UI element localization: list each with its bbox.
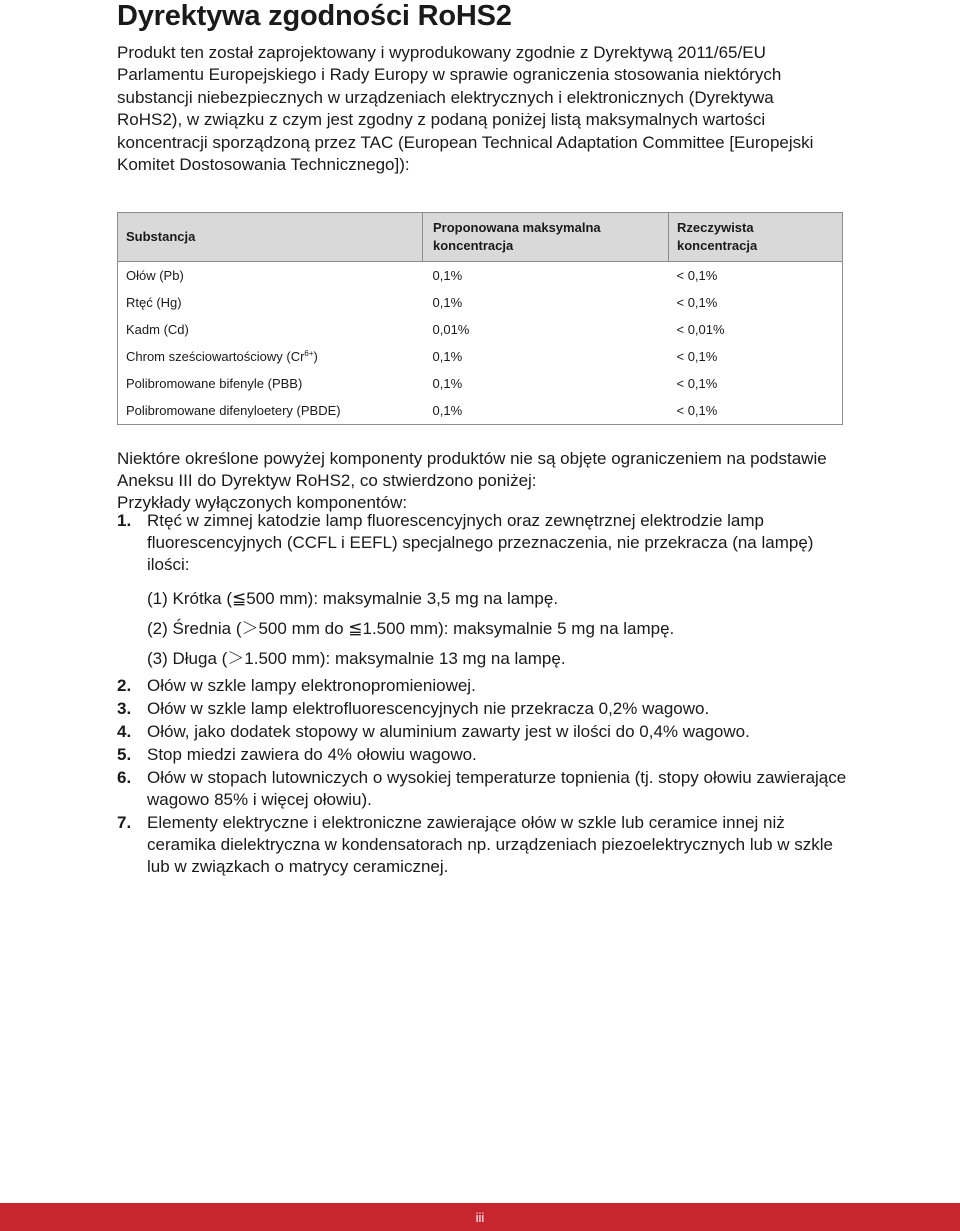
cell-actual: < 0,1% — [669, 262, 843, 290]
item-number: 4. — [117, 722, 132, 741]
item-sublist — [147, 584, 857, 674]
cell-proposed: 0,1% — [432, 376, 463, 391]
substance-text: Chrom sześciowartościowy (Cr — [126, 349, 305, 364]
rohs-table — [117, 212, 843, 425]
cell-proposed: 0,1% — [432, 268, 463, 283]
cell-proposed: 0,1% — [432, 349, 463, 364]
cell-actual: < 0,1% — [669, 343, 843, 370]
cell-proposed: 0,01% — [432, 322, 470, 337]
notes-examples-heading: Przykłady wyłączonych komponentów: — [117, 493, 408, 512]
cell-substance: Rtęć (Hg) — [118, 289, 423, 316]
header-actual: Rzeczywista koncentracja — [669, 213, 843, 262]
table-row — [118, 343, 843, 370]
item-number: 6. — [117, 768, 132, 787]
header-proposed: Proponowana maksymalna koncentracja — [423, 213, 669, 262]
item-number: 3. — [117, 699, 132, 718]
table-row — [118, 289, 843, 316]
item-text: Elementy elektryczne i elektroniczne zawierające ołów w szkle lub ceramice innej niż ceramika dielektryczna w kondensatorach np. urządzeniach piezoelektrycznych lub w szkle lub w związkach o matrycy ceramicznej. — [147, 813, 834, 876]
cell-proposed: 0,1% — [432, 295, 463, 310]
table-row — [118, 397, 843, 425]
cell-actual: < 0,1% — [669, 289, 843, 316]
cell-substance: Polibromowane bifenyle (PBB) — [118, 370, 423, 397]
cell-substance: Ołów (Pb) — [118, 262, 423, 290]
item-number: 5. — [117, 745, 132, 764]
cell-substance — [118, 343, 423, 370]
notes-section — [117, 448, 857, 514]
cell-substance: Polibromowane difenyloetery (PBDE) — [118, 397, 423, 425]
substance-superscript: 6+ — [304, 349, 314, 358]
item-text: Stop miedzi zawiera do 4% ołowiu wagowo. — [147, 745, 477, 764]
cell-actual: < 0,1% — [669, 370, 843, 397]
page-number: iii — [475, 1210, 485, 1225]
list-item — [117, 698, 857, 720]
list-item — [117, 721, 857, 743]
item-text: Rtęć w zimnej katodzie lamp fluorescencyjnych oraz zewnętrznej elektrodzie lamp fluorescencyjnych (CCFL i EEFL) specjalnego przeznaczenia, nie przekracza (na lampę) ilości: — [147, 511, 814, 574]
item-number: 1. — [117, 511, 132, 530]
table-row — [118, 370, 843, 397]
substance-text-end: ) — [313, 349, 318, 364]
page-title: Dyrektywa zgodności RoHS2 — [117, 0, 512, 32]
list-item — [117, 744, 857, 766]
item-number: 2. — [117, 676, 132, 695]
cell-proposed: 0,1% — [423, 397, 669, 425]
list-item — [117, 767, 857, 811]
header-substance: Substancja — [118, 213, 423, 262]
cell-actual: < 0,01% — [669, 316, 843, 343]
sub-item: (3) Długa (＞1.500 mm): maksymalnie 13 mg na lampę. — [147, 649, 566, 668]
sub-item: (2) Średnia (＞500 mm do ≦1.500 mm): maksymalnie 5 mg na lampę. — [147, 619, 675, 638]
intro-paragraph: Produkt ten został zaprojektowany i wyprodukowany zgodnie z Dyrektywą 2011/65/EU Parlamentu Europejskiego i Rady Europy w sprawie ograniczenia stosowania niektórych substancji niebezpiecznych w urządzeniach elektrycznych i elektronicznych (Dyrektywa RoHS2), w związku z czym jest zgodny z podaną poniżej listą maksymalnych wartości koncentracji sporządzoną przez TAC (European Technical Adaptation Committee [Europejski Komitet Dostosowania Technicznego]): — [117, 43, 814, 175]
cell-actual: < 0,1% — [669, 397, 843, 425]
item-text: Ołów w szkle lampy elektronopromieniowej. — [147, 676, 476, 695]
item-text: Ołów w szkle lamp elektrofluorescencyjnych nie przekracza 0,2% wagowo. — [147, 699, 710, 718]
list-item — [117, 675, 857, 697]
exemptions-list — [117, 510, 857, 879]
notes-paragraph: Niektóre określone powyżej komponenty produktów nie są objęte ograniczeniem na podstawie Aneksu III do Dyrektyw RoHS2, co stwierdzono poniżej: — [117, 449, 827, 490]
table-row — [118, 262, 843, 290]
table-row — [118, 316, 843, 343]
footer-bar — [0, 1203, 960, 1231]
sub-item: (1) Krótka (≦500 mm): maksymalnie 3,5 mg na lampę. — [147, 589, 559, 608]
cell-substance: Kadm (Cd) — [118, 316, 423, 343]
item-number: 7. — [117, 813, 132, 832]
item-text: Ołów, jako dodatek stopowy w aluminium zawarty jest w ilości do 0,4% wagowo. — [147, 722, 750, 741]
list-item — [117, 812, 857, 878]
list-item — [117, 510, 857, 674]
table-header-row — [118, 213, 843, 262]
item-text: Ołów w stopach lutowniczych o wysokiej temperaturze topnienia (tj. stopy ołowiu zawierające wagowo 85% i więcej ołowiu). — [147, 768, 847, 809]
